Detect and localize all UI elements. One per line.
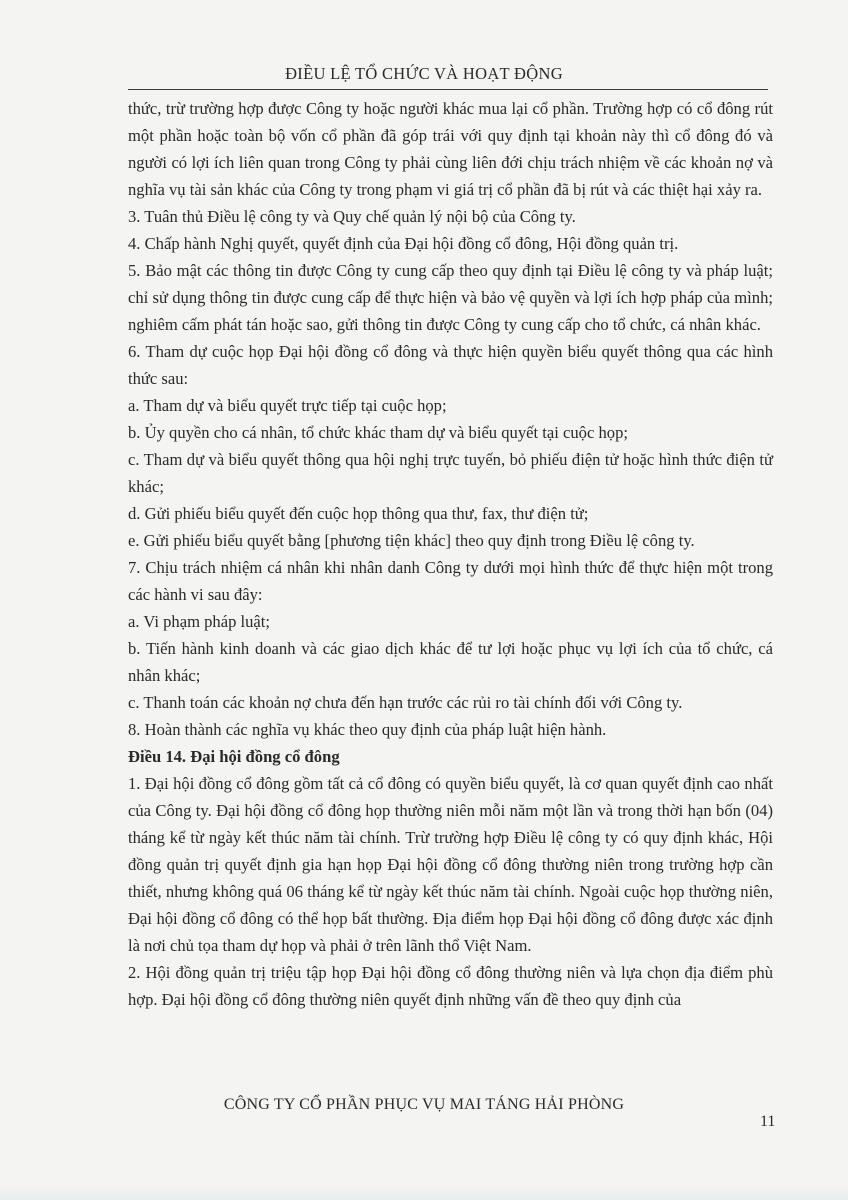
paragraph-item-8: 8. Hoàn thành các nghĩa vụ khác theo quy định của pháp luật hiện hành. (128, 720, 607, 739)
paragraph-item-5: 5. Bảo mật các thông tin được Công ty cung cấp theo quy định tại Điều lệ công ty và pháp luật; chỉ sử dụng thông tin được cung cấp để thực hiện và bảo vệ quyền và lợi ích hợp pháp của mình; nghiêm cấm phát tán hoặc sao, gửi thông tin được Công ty cung cấp cho tổ chức, cá nhân khác. (128, 261, 773, 334)
paragraph-continuation: thức, trừ trường hợp được Công ty hoặc người khác mua lại cổ phần. Trường hợp có cổ đông rút một phần hoặc toàn bộ vốn cổ phần đã góp trái với quy định tại khoản này thì cổ đông đó và người có lợi ích liên quan trong Công ty phải cùng liên đới chịu trách nhiệm về các khoản nợ và nghĩa vụ tài sản khác của Công ty trong phạm vi giá trị cổ phần đã bị rút và các thiệt hại xảy ra. (128, 99, 773, 199)
footer-company-name: CÔNG TY CỔ PHẦN PHỤC VỤ MAI TÁNG HẢI PHÒNG (223, 1096, 625, 1113)
paragraph-item-6d: d. Gửi phiếu biểu quyết đến cuộc họp thông qua thư, fax, thư điện tử; (128, 504, 589, 523)
article-14-clause-2: 2. Hội đồng quản trị triệu tập họp Đại hội đồng cổ đông thường niên và lựa chọn địa điểm phù hợp. Đại hội đồng cổ đông thường niên quyết định những vấn đề theo quy định của (128, 963, 773, 1009)
scan-edge (0, 1186, 848, 1200)
paragraph-item-6: 6. Tham dự cuộc họp Đại hội đồng cổ đông và thực hiện quyền biểu quyết thông qua các hình thức sau: (128, 342, 773, 388)
document-body (128, 95, 773, 1013)
paragraph-item-6b: b. Ủy quyền cho cá nhân, tổ chức khác tham dự và biểu quyết tại cuộc họp; (128, 423, 628, 442)
page-number: 11 (760, 1113, 776, 1130)
paragraph-item-6a: a. Tham dự và biểu quyết trực tiếp tại cuộc họp; (128, 396, 447, 415)
paragraph-item-7b: b. Tiến hành kinh doanh và các giao dịch khác để tư lợi hoặc phục vụ lợi ích của tổ chức, cá nhân khác; (128, 639, 773, 685)
page-header-title: ĐIỀU LỆ TỔ CHỨC VÀ HOẠT ĐỘNG (285, 64, 563, 83)
paragraph-item-7c: c. Thanh toán các khoản nợ chưa đến hạn trước các rủi ro tài chính đối với Công ty. (128, 693, 683, 712)
article-14-clause-1: 1. Đại hội đồng cổ đông gồm tất cả cổ đông có quyền biểu quyết, là cơ quan quyết định cao nhất của Công ty. Đại hội đồng cổ đông họp thường niên mỗi năm một lần và trong thời hạn bốn (04) tháng kể từ ngày kết thúc năm tài chính. Trừ trường hợp Điều lệ công ty có quy định khác, Hội đồng quản trị quyết định gia hạn họp Đại hội đồng cổ đông thường niên trong trường hợp cần thiết, nhưng không quá 06 tháng kể từ ngày kết thúc năm tài chính. Ngoài cuộc họp thường niên, Đại hội đồng cổ đông có thể họp bất thường. Địa điểm họp Đại hội đồng cổ đông được xác định là nơi chủ tọa tham dự họp và phải ở trên lãnh thổ Việt Nam. (128, 774, 773, 955)
paragraph-item-3: 3. Tuân thủ Điều lệ công ty và Quy chế quản lý nội bộ của Công ty. (128, 207, 576, 226)
paragraph-item-4: 4. Chấp hành Nghị quyết, quyết định của Đại hội đồng cổ đông, Hội đồng quản trị. (128, 234, 679, 253)
article-14-heading: Điều 14. Đại hội đồng cổ đông (128, 747, 340, 766)
paragraph-item-7a: a. Vi phạm pháp luật; (128, 612, 271, 631)
paragraph-item-7: 7. Chịu trách nhiệm cá nhân khi nhân danh Công ty dưới mọi hình thức để thực hiện một trong các hành vi sau đây: (128, 558, 773, 604)
header-divider (128, 89, 768, 90)
paragraph-item-6e: e. Gửi phiếu biểu quyết bằng [phương tiện khác] theo quy định trong Điều lệ công ty. (128, 531, 695, 550)
paragraph-item-6c: c. Tham dự và biểu quyết thông qua hội nghị trực tuyến, bỏ phiếu điện tử hoặc hình thức điện tử khác; (128, 450, 773, 496)
